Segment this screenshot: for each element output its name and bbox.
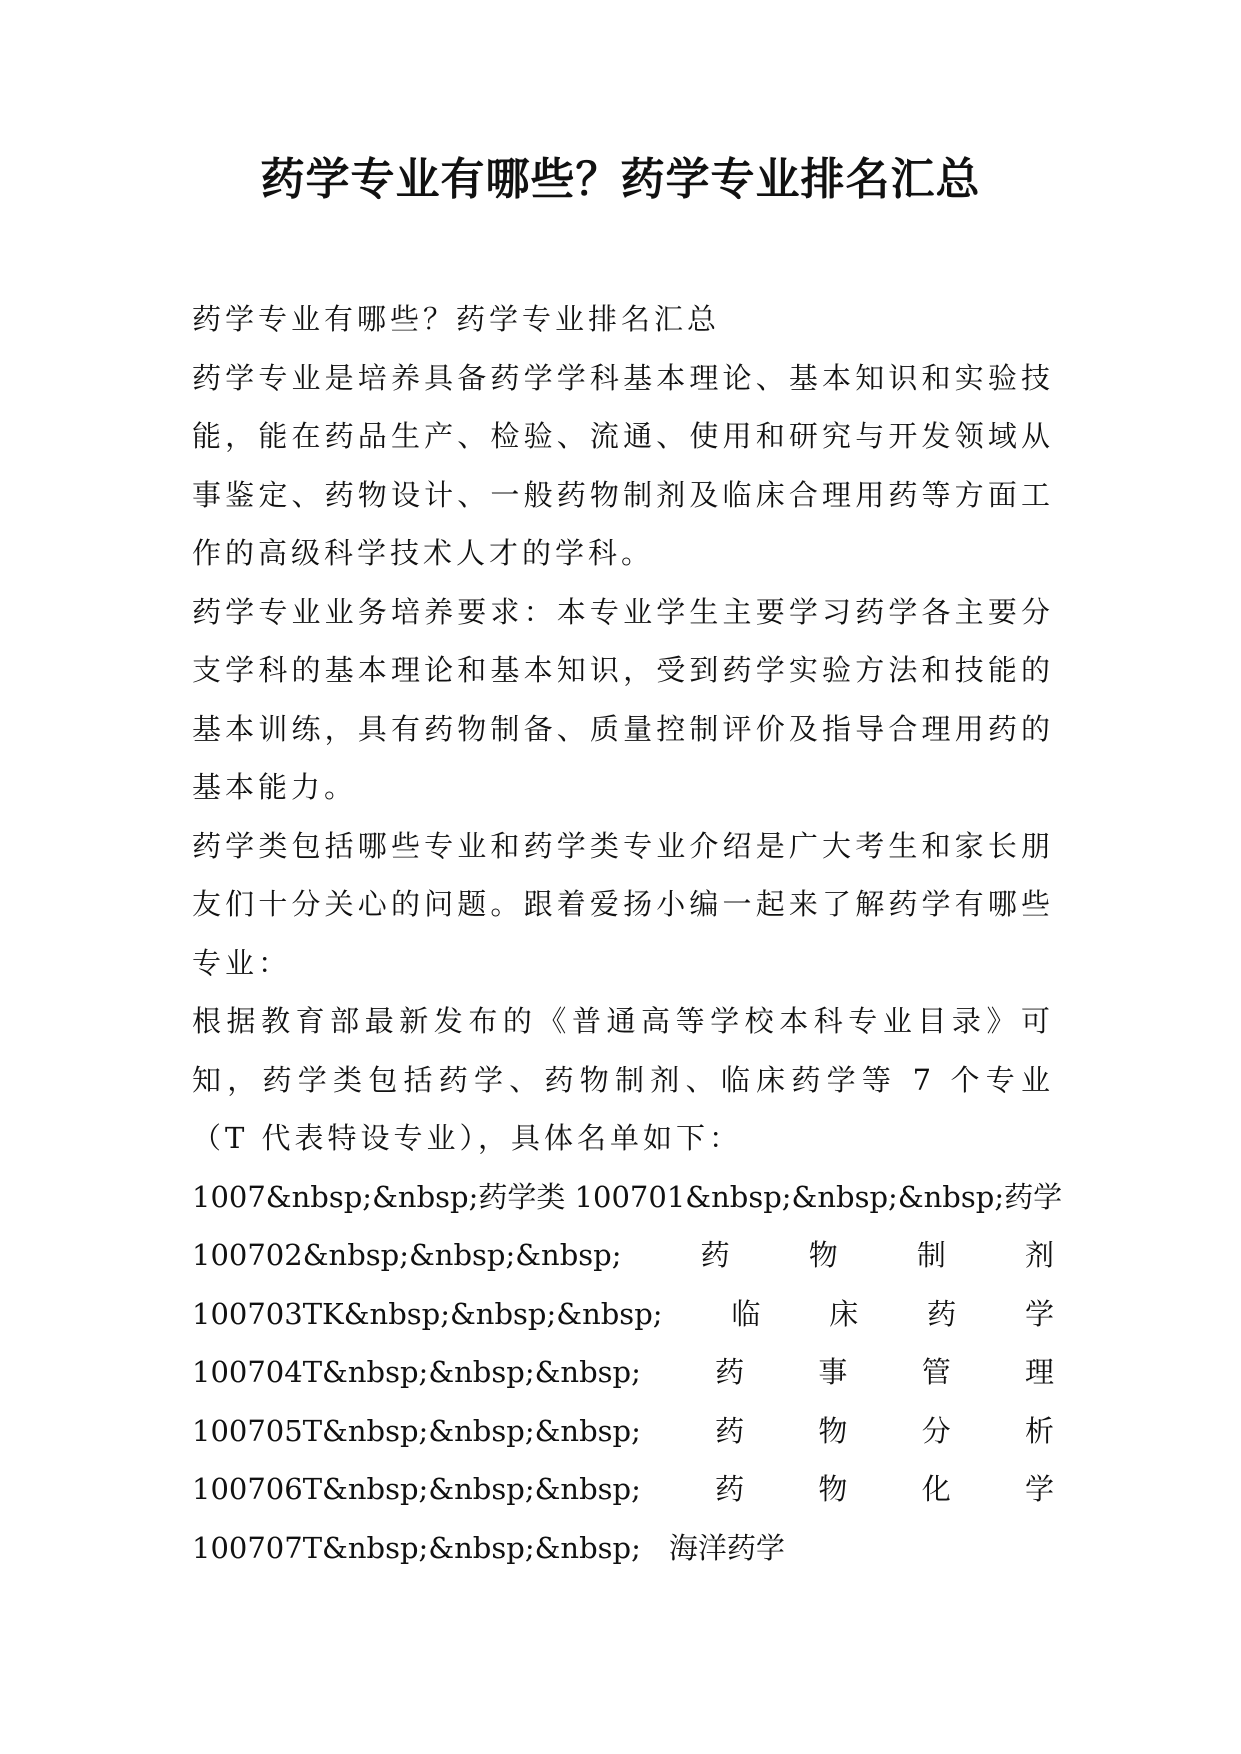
- major-char: 药: [700, 1238, 730, 1272]
- major-code: 1007&nbsp;&nbsp;药学类 100701&nbsp;&nbsp;&nbsp;: [192, 1179, 1005, 1214]
- major-line-100702: [192, 1226, 1054, 1285]
- major-line-100704: [192, 1343, 1054, 1402]
- paragraph-requirements: 药学专业业务培养要求：本专业学生主要学习药学各主要分支学科的基本理论和基本知识，受到药学实验方法和技能的基本训练，具有药物制备、质量控制评价及指导合理用药的基本能力。: [192, 594, 1054, 804]
- major-name: 海洋药学: [668, 1530, 785, 1565]
- major-code: 100706T&nbsp;&nbsp;&nbsp;: [192, 1472, 641, 1506]
- major-char: 事: [818, 1355, 848, 1389]
- major-char: 析: [1024, 1413, 1054, 1448]
- major-char: 剂: [1024, 1238, 1054, 1272]
- major-line-1007: [192, 1168, 1063, 1227]
- paragraph-definition: 药学专业是培养具备药学学科基本理论、基本知识和实验技能，能在药品生产、检验、流通、使用和研究与开发领域从事鉴定、药物设计、一般药物制剂及临床合理用药等方面工作的高级科学技术人才的学科。: [192, 360, 1054, 570]
- major-code: 100704T&nbsp;&nbsp;&nbsp;: [192, 1355, 641, 1389]
- major-char: 学: [1024, 1296, 1054, 1331]
- paragraph-heading-repeat: 药学专业有哪些？药学专业排名汇总: [192, 302, 721, 336]
- major-char: 药: [715, 1472, 745, 1506]
- major-code: 100702&nbsp;&nbsp;&nbsp;: [192, 1238, 622, 1272]
- document-body: [192, 290, 1063, 1577]
- major-code: 100707T&nbsp;&nbsp;&nbsp;: [192, 1530, 641, 1565]
- major-char: 制: [916, 1238, 946, 1272]
- major-code: 100705T&nbsp;&nbsp;&nbsp;: [192, 1413, 641, 1448]
- major-line-100703: [192, 1285, 1054, 1344]
- major-char: 管: [921, 1355, 951, 1389]
- major-char: 分: [921, 1413, 951, 1448]
- major-char: 物: [818, 1472, 848, 1506]
- major-line-100707: [192, 1519, 1054, 1578]
- major-char: 理: [1024, 1355, 1054, 1389]
- major-line-100706: [192, 1460, 1054, 1519]
- major-char: 临: [731, 1296, 761, 1331]
- document-title: 药学专业有哪些？药学专业排名汇总: [260, 154, 981, 205]
- paragraph-intro: 药学类包括哪些专业和药学类专业介绍是广大考生和家长朋友们十分关心的问题。跟着爱扬小编一起来了解药学有哪些专业：: [192, 828, 1054, 980]
- major-char: 化: [921, 1472, 951, 1506]
- major-code: 100703TK&nbsp;&nbsp;&nbsp;: [192, 1296, 663, 1331]
- major-name: 药学: [1004, 1179, 1063, 1214]
- major-char: 床: [829, 1296, 859, 1331]
- major-char: 物: [808, 1238, 838, 1272]
- major-char: 药: [715, 1355, 745, 1389]
- major-char: 学: [1024, 1472, 1054, 1506]
- major-char: 物: [818, 1413, 848, 1448]
- major-char: 药: [927, 1296, 957, 1331]
- paragraph-catalog: 根据教育部最新发布的《普通高等学校本科专业目录》可知，药学类包括药学、药物制剂、临床药学等 7 个专业（T 代表特设专业），具体名单如下：: [192, 1004, 1054, 1155]
- major-char: 药: [715, 1413, 745, 1448]
- major-line-100705: [192, 1402, 1054, 1461]
